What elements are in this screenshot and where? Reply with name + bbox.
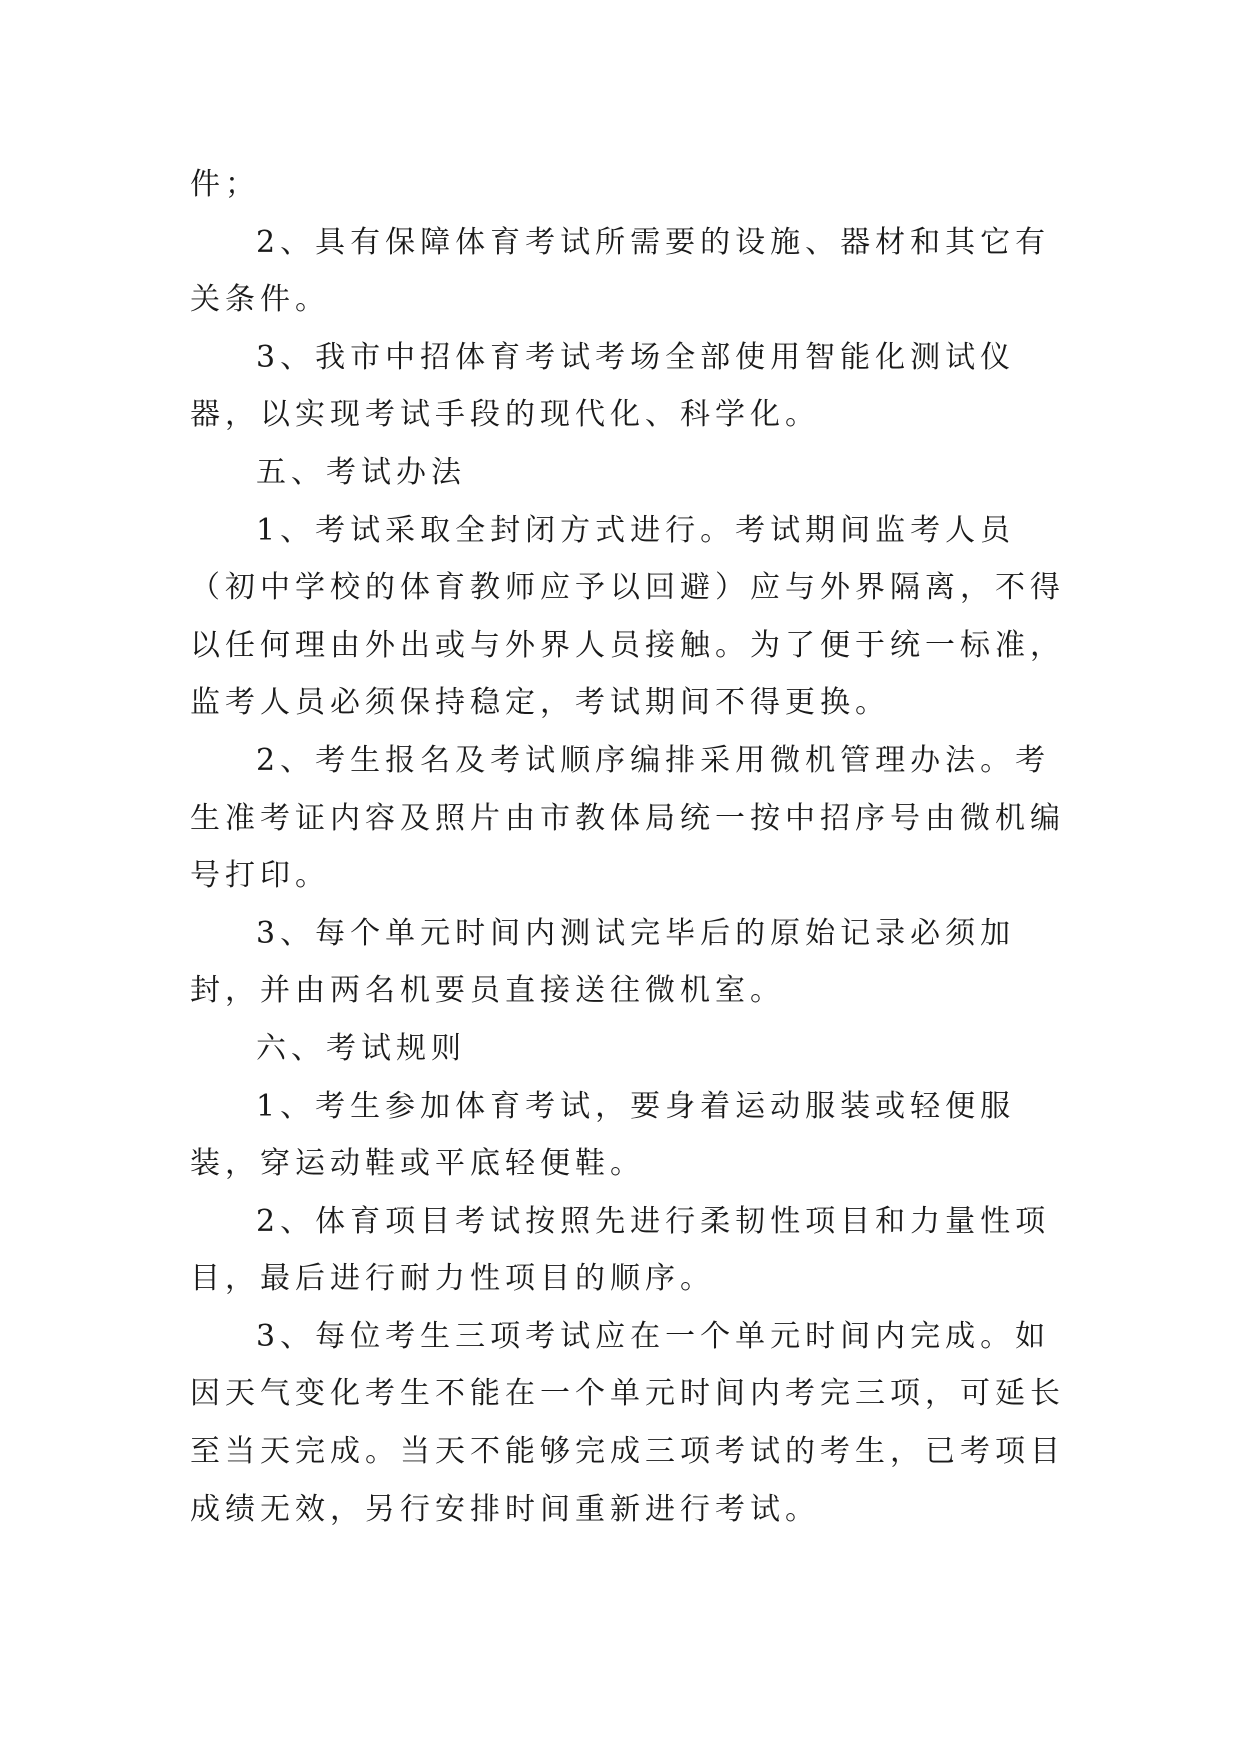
paragraph-item-instruments: 3、我市中招体育考试考场全部使用智能化测试仪器，以实现考试手段的现代化、科学化。	[190, 339, 1016, 433]
paragraph-item-attire: 1、考生参加体育考试，要身着运动服装或轻便服装，穿运动鞋或平底轻便鞋。	[190, 1088, 1016, 1182]
paragraph-item-closed-exam: 1、考试采取全封闭方式进行。考试期间监考人员（初中学校的体育教师应予以回避）应与外界隔离，不得以任何理由外出或与外界人员接触。为了便于统一标准，监考人员必须保持稳定，考试期间不得更换。	[190, 512, 1065, 721]
section-heading-exam-rules: 六、考试规则	[256, 1030, 466, 1066]
paragraph-continuation: 件；	[190, 167, 260, 202]
section-heading-exam-method: 五、考试办法	[256, 454, 466, 490]
document-body	[190, 156, 1065, 1538]
paragraph-item-facilities: 2、具有保障体育考试所需要的设施、器材和其它有关条件。	[190, 224, 1051, 318]
paragraph-item-records: 3、每个单元时间内测试完毕后的原始记录必须加封，并由两名机要员直接送往微机室。	[190, 915, 1016, 1009]
paragraph-item-completion: 3、每位考生三项考试应在一个单元时间内完成。如因天气变化考生不能在一个单元时间内考完三项，可延长至当天完成。当天不能够完成三项考试的考生，已考项目成绩无效，另行安排时间重新进行考试。	[190, 1318, 1065, 1527]
paragraph-item-order: 2、体育项目考试按照先进行柔韧性项目和力量性项目，最后进行耐力性项目的顺序。	[190, 1203, 1051, 1297]
paragraph-item-registration: 2、考生报名及考试顺序编排采用微机管理办法。考生准考证内容及照片由市教体局统一按中招序号由微机编号打印。	[190, 742, 1065, 894]
